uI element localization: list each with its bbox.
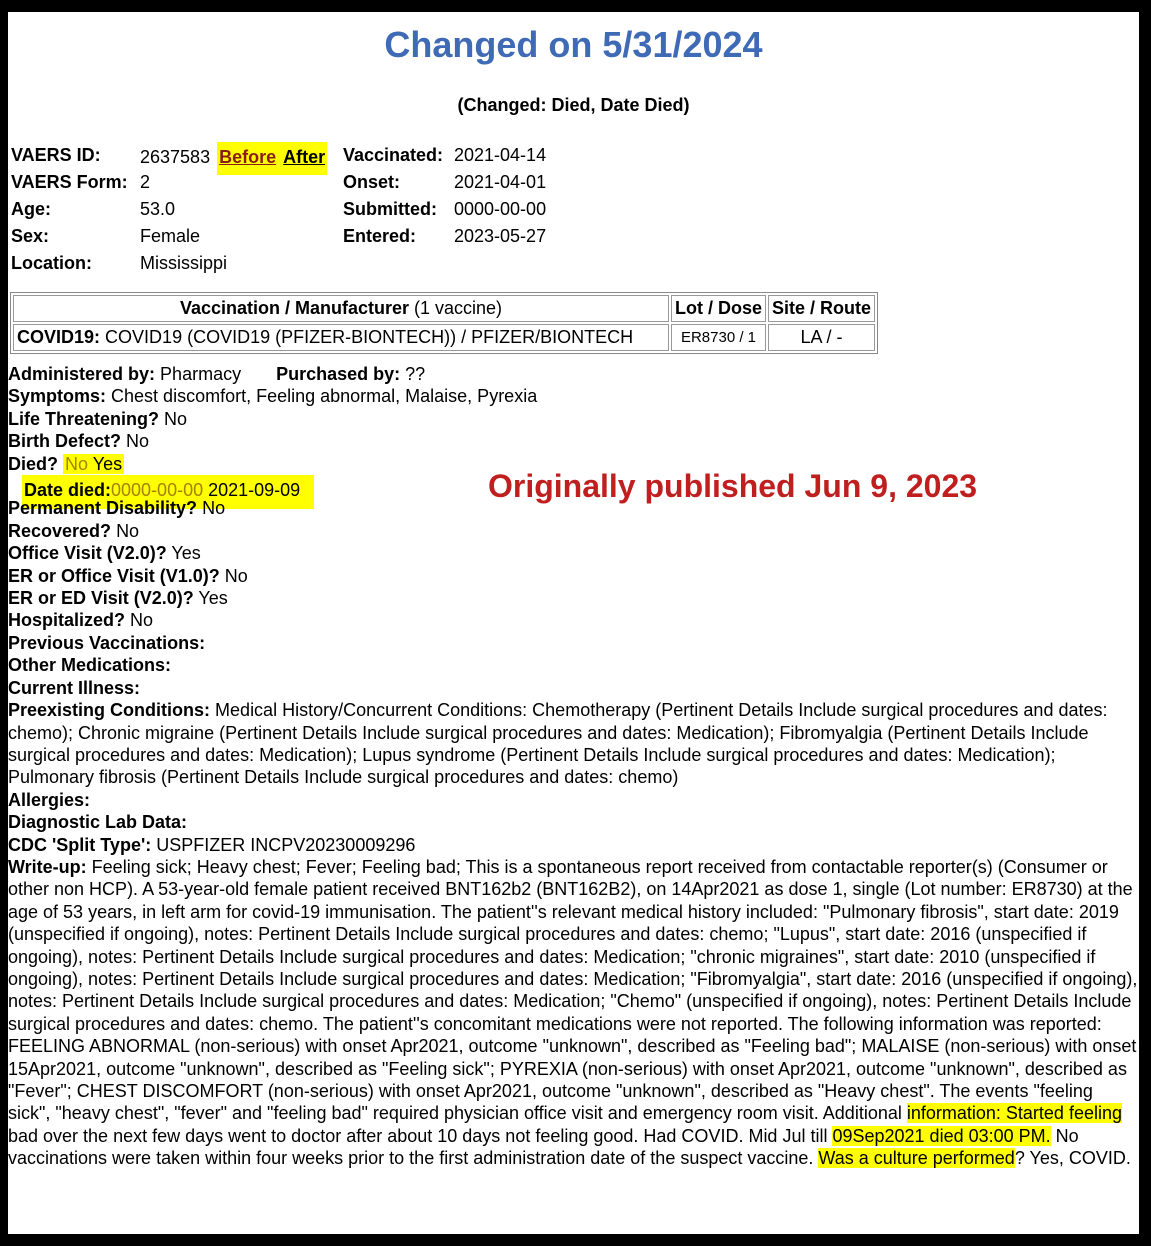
writeup-highlight-3: Was a culture performed [818, 1148, 1015, 1169]
page-subtitle: (Changed: Died, Date Died) [457, 95, 690, 115]
originally-published-annotation: Originally published Jun 9, 2023 [488, 468, 978, 504]
symptoms-value: Chest discomfort, Feeling abnormal, Malaise, Pyrexia [111, 386, 538, 407]
perm-value: No [202, 498, 226, 519]
er-v2-value: Yes [198, 588, 228, 609]
onset-value: 2021-04-01 [454, 172, 547, 192]
split-line [8, 834, 1139, 856]
purchased-value: ?? [405, 364, 426, 384]
writeup-highlight-1: information: Started feeling [906, 1103, 1122, 1124]
died-old-value: No [65, 453, 89, 474]
allergies-line [8, 789, 1139, 811]
writeup-text-b: bad over the next few days went to doctor after about 10 days not feeling good. Had COVID. Mid Jul till [8, 1125, 833, 1146]
meta-left-values [140, 142, 327, 277]
died-change-highlight [63, 454, 124, 474]
er-v1-label: ER or Office Visit (V1.0)? [8, 565, 220, 586]
allergies-label: Allergies: [8, 789, 91, 810]
birth-line [8, 430, 1139, 452]
vaers-id-value: 2637583 [140, 147, 211, 167]
office-v2-value: Yes [171, 543, 201, 564]
age-label: Age: [11, 199, 51, 219]
report-page [8, 12, 1139, 1234]
age-value: 53.0 [140, 199, 176, 219]
location-value: Mississippi [140, 253, 228, 273]
office-v2-line [8, 542, 1139, 564]
table-row [13, 324, 875, 351]
lot-header: Lot / Dose [671, 295, 766, 322]
recovered-line [8, 520, 1139, 542]
life-label: Life Threatening? [8, 408, 160, 429]
er-v2-line [8, 587, 1139, 609]
died-label: Died? [8, 453, 59, 474]
date-died-new-value: 2021-09-09 [208, 480, 301, 501]
prev-vax-line [8, 632, 1139, 654]
life-value: No [164, 408, 188, 429]
preexisting-label: Preexisting Conditions: [8, 700, 211, 721]
writeup-text-a: Feeling sick; Heavy chest; Fever; Feeling bad; This is a spontaneous report received from contactable reporter(s) (Consumer or other non HCP). A 53-year-old female patient received BNT162b2 (BNT162B2), on 14Apr2021 as dose 1, single (Lot number: ER8730) at the age of 53 years, in left arm for covid-19 immunisation. The patient''s relevant medical history included: "Pulmonary fibrosis", start date: 2019 (unspecified if ongoing), notes: Pertinent Details Include surgical procedures and dates: chemo; "Lupus", start date: 2016 (unspecified if ongoing), notes: Pertinent Details Include surgical procedures and dates: Medication; "chronic migraines", start date: 2010 (unspecified if ongoing), notes: Pertinent Details Include surgical procedures and dates: Medication; "Fibromyalgia", start date: 2016 (unspecified if ongoing), notes: Pertinent Details Include surgical procedures and dates: Medication; "Chemo" (unspecified if ongoing), notes: Pertinent Details Include surgical procedures and dates: chemo. The patient''s concomitant medications were not reported. The following information was reported: FEELING ABNORMAL (non-serious) with onset Apr2021, outcome "unknown", described as "Feeling bad"; MALAISE (non-serious) with onset 15Apr2021, outcome "unknown", described as "Feeling sick"; PYREXIA (non-serious) with onset Apr2021, outcome "unknown", described as "Fever"; CHEST DISCOMFORT (non-serious) with onset Apr2021, outcome "unknown", described as "Heavy chest". The events "feeling sick", "heavy chest", "fever" and "feeling bad" required physician office visit and emergency room visit. Additional [8, 856, 1138, 1124]
symptoms-label: Symptoms: [8, 386, 107, 407]
recovered-value: No [116, 520, 140, 541]
date-died-label: Date died: [24, 480, 112, 501]
meta-right-values [454, 142, 546, 250]
vaccination-table [10, 292, 878, 354]
onset-label: Onset: [343, 172, 401, 192]
split-value: USPFIZER INCPV20230009296 [156, 834, 416, 855]
writeup-highlight-2: 09Sep2021 died 03:00 PM. [832, 1125, 1051, 1146]
er-v1-value: No [224, 565, 248, 586]
submitted-label: Submitted: [343, 199, 437, 219]
died-new-value: Yes [92, 453, 123, 474]
before-link[interactable]: Before [219, 147, 277, 167]
office-v2-label: Office Visit (V2.0)? [8, 543, 167, 564]
administered-value: Pharmacy [160, 364, 242, 384]
vm-header-count: (1 vaccine) [414, 298, 503, 318]
hosp-line [8, 609, 1139, 631]
vax-type: COVID19: [17, 327, 101, 347]
writeup-text-c: No vaccinations were taken within four weeks prior to the first administration date of the suspect vaccine. [8, 1125, 1079, 1169]
birth-label: Birth Defect? [8, 431, 122, 452]
current-illness-label: Current Illness: [8, 677, 141, 698]
writeup-paragraph [8, 856, 1139, 1170]
writeup-text-d: ? Yes, COVID. [1014, 1148, 1131, 1169]
vax-desc: COVID19 (COVID19 (PFIZER-BIONTECH)) / PFIZER/BIONTECH [105, 327, 634, 347]
purchased-label: Purchased by: [276, 364, 401, 384]
other-meds-line [8, 654, 1139, 676]
entered-label: Entered: [343, 226, 417, 246]
hosp-value: No [130, 610, 154, 631]
other-meds-label: Other Medications: [8, 655, 172, 676]
vax-lot-cell: ER8730 / 1 [671, 324, 766, 351]
preexisting-paragraph [8, 699, 1139, 789]
perm-label: Permanent Disability? [8, 498, 198, 519]
vaccinated-label: Vaccinated: [343, 145, 444, 165]
life-line [8, 408, 1139, 430]
symptoms-line [8, 385, 1139, 407]
lab-label: Diagnostic Lab Data: [8, 812, 188, 833]
sex-value: Female [140, 226, 201, 246]
split-label: CDC 'Split Type': [8, 834, 152, 855]
sex-label: Sex: [11, 226, 50, 246]
writeup-label: Write-up: [8, 856, 87, 877]
prev-vax-label: Previous Vaccinations: [8, 632, 206, 653]
location-label: Location: [11, 253, 92, 273]
vaers-id-label: VAERS ID: [11, 145, 101, 165]
site-header: Site / Route [768, 295, 875, 322]
vm-header-label: Vaccination / Manufacturer [179, 298, 409, 318]
current-illness-line [8, 677, 1139, 699]
vaccinated-value: 2021-04-14 [454, 145, 547, 165]
page-title: Changed on 5/31/2024 [384, 24, 763, 65]
hosp-label: Hospitalized? [8, 610, 126, 631]
er-v2-label: ER or ED Visit (V2.0)? [8, 588, 194, 609]
meta-left [11, 142, 128, 277]
vax-site-cell: LA / - [768, 324, 875, 351]
submitted-value: 0000-00-00 [454, 199, 547, 219]
before-after-links [217, 142, 327, 175]
vaers-form-label: VAERS Form: [11, 172, 128, 192]
meta-right [343, 142, 443, 250]
date-died-old-value: 0000-00-00 [111, 480, 204, 501]
vaers-form-value: 2 [140, 172, 151, 192]
lab-line [8, 811, 1139, 833]
recovered-label: Recovered? [8, 520, 112, 541]
birth-value: No [126, 431, 150, 452]
er-v1-line [8, 565, 1139, 587]
vax-desc-cell [13, 324, 669, 351]
vm-header [13, 295, 669, 322]
preexisting-value: Medical History/Concurrent Conditions: Chemotherapy (Pertinent Details Include surgical procedures and dates: chemo); Chronic migraine (Pertinent Details Include surgical procedures and dates: Medication); Fibromyalgia (Pertinent Details Include surgical procedures and dates: Medication); Lupus syndrome (Pertinent Details Include surgical procedures and dates: Medication); Pulmonary fibrosis (Pertinent Details Include surgical procedures and dates: chemo) [8, 700, 1108, 788]
vaccination-table-header [13, 295, 875, 322]
administered-label: Administered by: [8, 364, 156, 384]
administered-line [8, 363, 1139, 385]
after-link[interactable]: After [283, 147, 326, 167]
entered-value: 2023-05-27 [454, 226, 547, 246]
